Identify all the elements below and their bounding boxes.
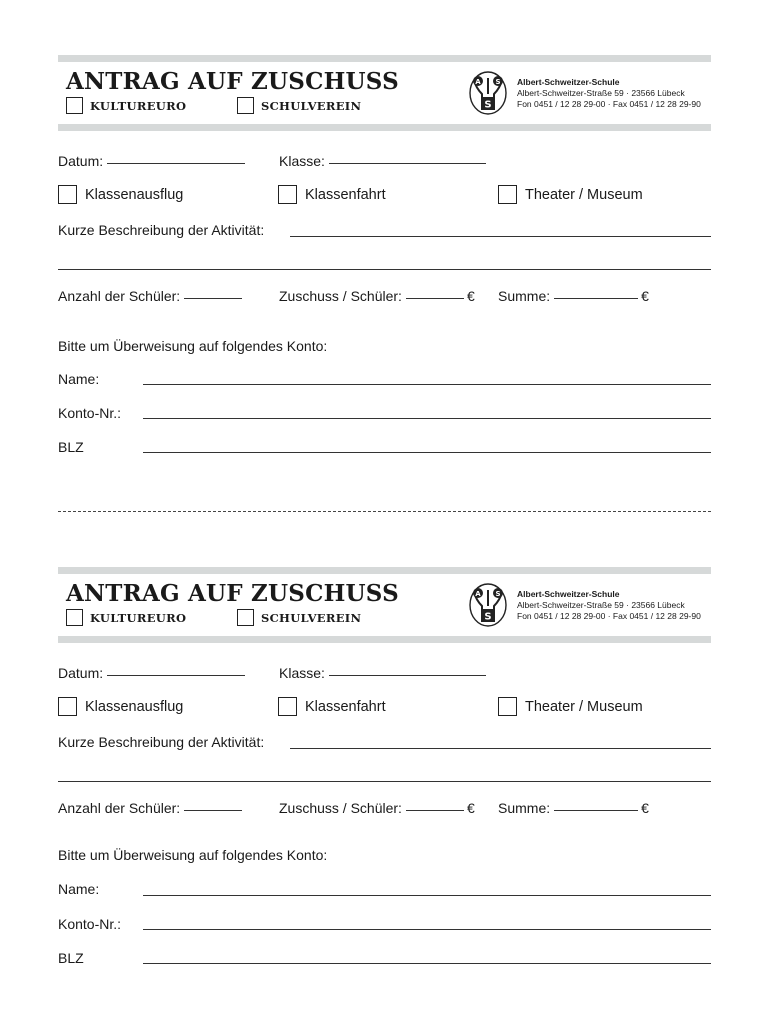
schulverein-label: SCHULVEREIN — [261, 610, 362, 625]
klassenausflug-checkbox[interactable] — [58, 185, 77, 204]
datum-field[interactable] — [58, 665, 245, 681]
theater-museum-option[interactable] — [498, 185, 643, 204]
zuschuss-line[interactable] — [406, 297, 464, 299]
beschreibung-label: Kurze Beschreibung der Aktivität: — [58, 734, 265, 750]
form-top — [0, 55, 770, 515]
datum-line[interactable] — [107, 162, 245, 164]
klasse-label: Klasse: — [279, 153, 325, 169]
theater-museum-checkbox[interactable] — [498, 185, 517, 204]
kultureuro-option[interactable] — [66, 97, 186, 114]
anzahl-label: Anzahl der Schüler: — [58, 288, 181, 304]
ueberweisung-label: Bitte um Überweisung auf folgendes Konto: — [58, 847, 328, 863]
klassenausflug-label: Klassenausflug — [85, 186, 184, 203]
theater-museum-label: Theater / Museum — [525, 186, 643, 203]
kultureuro-label: KULTUREURO — [90, 610, 187, 625]
klasse-label: Klasse: — [279, 665, 325, 681]
form-bottom — [0, 567, 770, 1027]
header-bar-bottom — [58, 636, 711, 643]
datum-line[interactable] — [107, 674, 245, 676]
klassenausflug-checkbox[interactable] — [58, 697, 77, 716]
svg-text:S: S — [484, 611, 492, 623]
klassenfahrt-checkbox[interactable] — [278, 697, 297, 716]
cut-line — [58, 511, 711, 512]
beschreibung-label: Kurze Beschreibung der Aktivität: — [58, 222, 265, 238]
summe-field[interactable] — [498, 288, 649, 304]
form-title: ANTRAG AUF ZUSCHUSS — [66, 68, 399, 95]
schulverein-checkbox[interactable] — [237, 97, 254, 114]
name-line[interactable] — [143, 895, 711, 896]
klassenfahrt-checkbox[interactable] — [278, 185, 297, 204]
datum-label: Datum: — [58, 153, 104, 169]
zuschuss-label: Zuschuss / Schüler: — [279, 288, 402, 304]
header-bar-bottom — [58, 124, 711, 131]
header-bar-top — [58, 55, 711, 62]
kultureuro-option[interactable] — [66, 609, 186, 626]
kultureuro-checkbox[interactable] — [66, 97, 83, 114]
schulverein-label: SCHULVEREIN — [261, 98, 362, 113]
school-info — [517, 77, 701, 110]
school-logo-icon — [468, 582, 508, 628]
schulverein-option[interactable] — [237, 97, 361, 114]
beschreibung-line-1[interactable] — [290, 748, 711, 749]
klasse-line[interactable] — [329, 674, 486, 676]
summe-field[interactable] — [498, 800, 649, 816]
summe-label: Summe: — [498, 288, 551, 304]
school-phone: Fon 0451 / 12 28 29-00 · Fax 0451 / 12 28 29-90 — [517, 99, 701, 109]
svg-text:S: S — [484, 99, 492, 111]
anzahl-field[interactable] — [58, 800, 242, 816]
datum-field[interactable] — [58, 153, 245, 169]
svg-text:A: A — [475, 78, 481, 86]
blz-line[interactable] — [143, 963, 711, 964]
svg-text:S: S — [495, 590, 501, 598]
beschreibung-line-2[interactable] — [58, 269, 711, 270]
beschreibung-line-2[interactable] — [58, 781, 711, 782]
summe-line[interactable] — [554, 297, 638, 299]
klassenausflug-option[interactable] — [58, 697, 183, 716]
name-label: Name: — [58, 881, 100, 897]
form-title: ANTRAG AUF ZUSCHUSS — [66, 580, 399, 607]
zuschuss-label: Zuschuss / Schüler: — [279, 800, 402, 816]
kultureuro-label: KULTUREURO — [90, 98, 187, 113]
konto-label: Konto-Nr.: — [58, 405, 122, 421]
school-info — [517, 589, 701, 622]
zuschuss-currency: € — [466, 800, 475, 816]
klasse-field[interactable] — [279, 153, 486, 169]
anzahl-field[interactable] — [58, 288, 242, 304]
summe-label: Summe: — [498, 800, 551, 816]
blz-label: BLZ — [58, 439, 84, 455]
klassenfahrt-label: Klassenfahrt — [305, 698, 386, 715]
blz-line[interactable] — [143, 452, 711, 453]
klasse-line[interactable] — [329, 162, 486, 164]
summe-currency: € — [641, 288, 649, 304]
school-address: Albert-Schweitzer-Straße 59 · 23566 Lübeck — [517, 88, 685, 98]
beschreibung-line-1[interactable] — [290, 236, 711, 237]
zuschuss-field[interactable] — [279, 800, 475, 816]
konto-line[interactable] — [143, 929, 711, 930]
zuschuss-line[interactable] — [406, 809, 464, 811]
summe-currency: € — [641, 800, 649, 816]
school-address: Albert-Schweitzer-Straße 59 · 23566 Lübeck — [517, 600, 685, 610]
konto-line[interactable] — [143, 418, 711, 419]
zuschuss-field[interactable] — [279, 288, 475, 304]
school-name: Albert-Schweitzer-Schule — [517, 589, 620, 599]
datum-label: Datum: — [58, 665, 104, 681]
schulverein-checkbox[interactable] — [237, 609, 254, 626]
theater-museum-label: Theater / Museum — [525, 698, 643, 715]
kultureuro-checkbox[interactable] — [66, 609, 83, 626]
school-logo-icon — [468, 70, 508, 116]
header-bar-top — [58, 567, 711, 574]
name-line[interactable] — [143, 384, 711, 385]
school-name: Albert-Schweitzer-Schule — [517, 77, 620, 87]
summe-line[interactable] — [554, 809, 638, 811]
blz-label: BLZ — [58, 950, 84, 966]
name-label: Name: — [58, 371, 100, 387]
anzahl-line[interactable] — [184, 809, 242, 811]
svg-text:S: S — [495, 78, 501, 86]
klassenfahrt-option[interactable] — [278, 697, 386, 716]
klassenausflug-label: Klassenausflug — [85, 698, 184, 715]
svg-text:A: A — [475, 590, 481, 598]
anzahl-line[interactable] — [184, 297, 242, 299]
anzahl-label: Anzahl der Schüler: — [58, 800, 181, 816]
konto-label: Konto-Nr.: — [58, 916, 122, 932]
school-phone: Fon 0451 / 12 28 29-00 · Fax 0451 / 12 28 29-90 — [517, 611, 701, 621]
klassenfahrt-label: Klassenfahrt — [305, 186, 386, 203]
klassenfahrt-option[interactable] — [278, 185, 386, 204]
klassenausflug-option[interactable] — [58, 185, 183, 204]
ueberweisung-label: Bitte um Überweisung auf folgendes Konto: — [58, 338, 328, 354]
zuschuss-currency: € — [466, 288, 475, 304]
theater-museum-option[interactable] — [498, 697, 643, 716]
theater-museum-checkbox[interactable] — [498, 697, 517, 716]
schulverein-option[interactable] — [237, 609, 361, 626]
klasse-field[interactable] — [279, 665, 486, 681]
